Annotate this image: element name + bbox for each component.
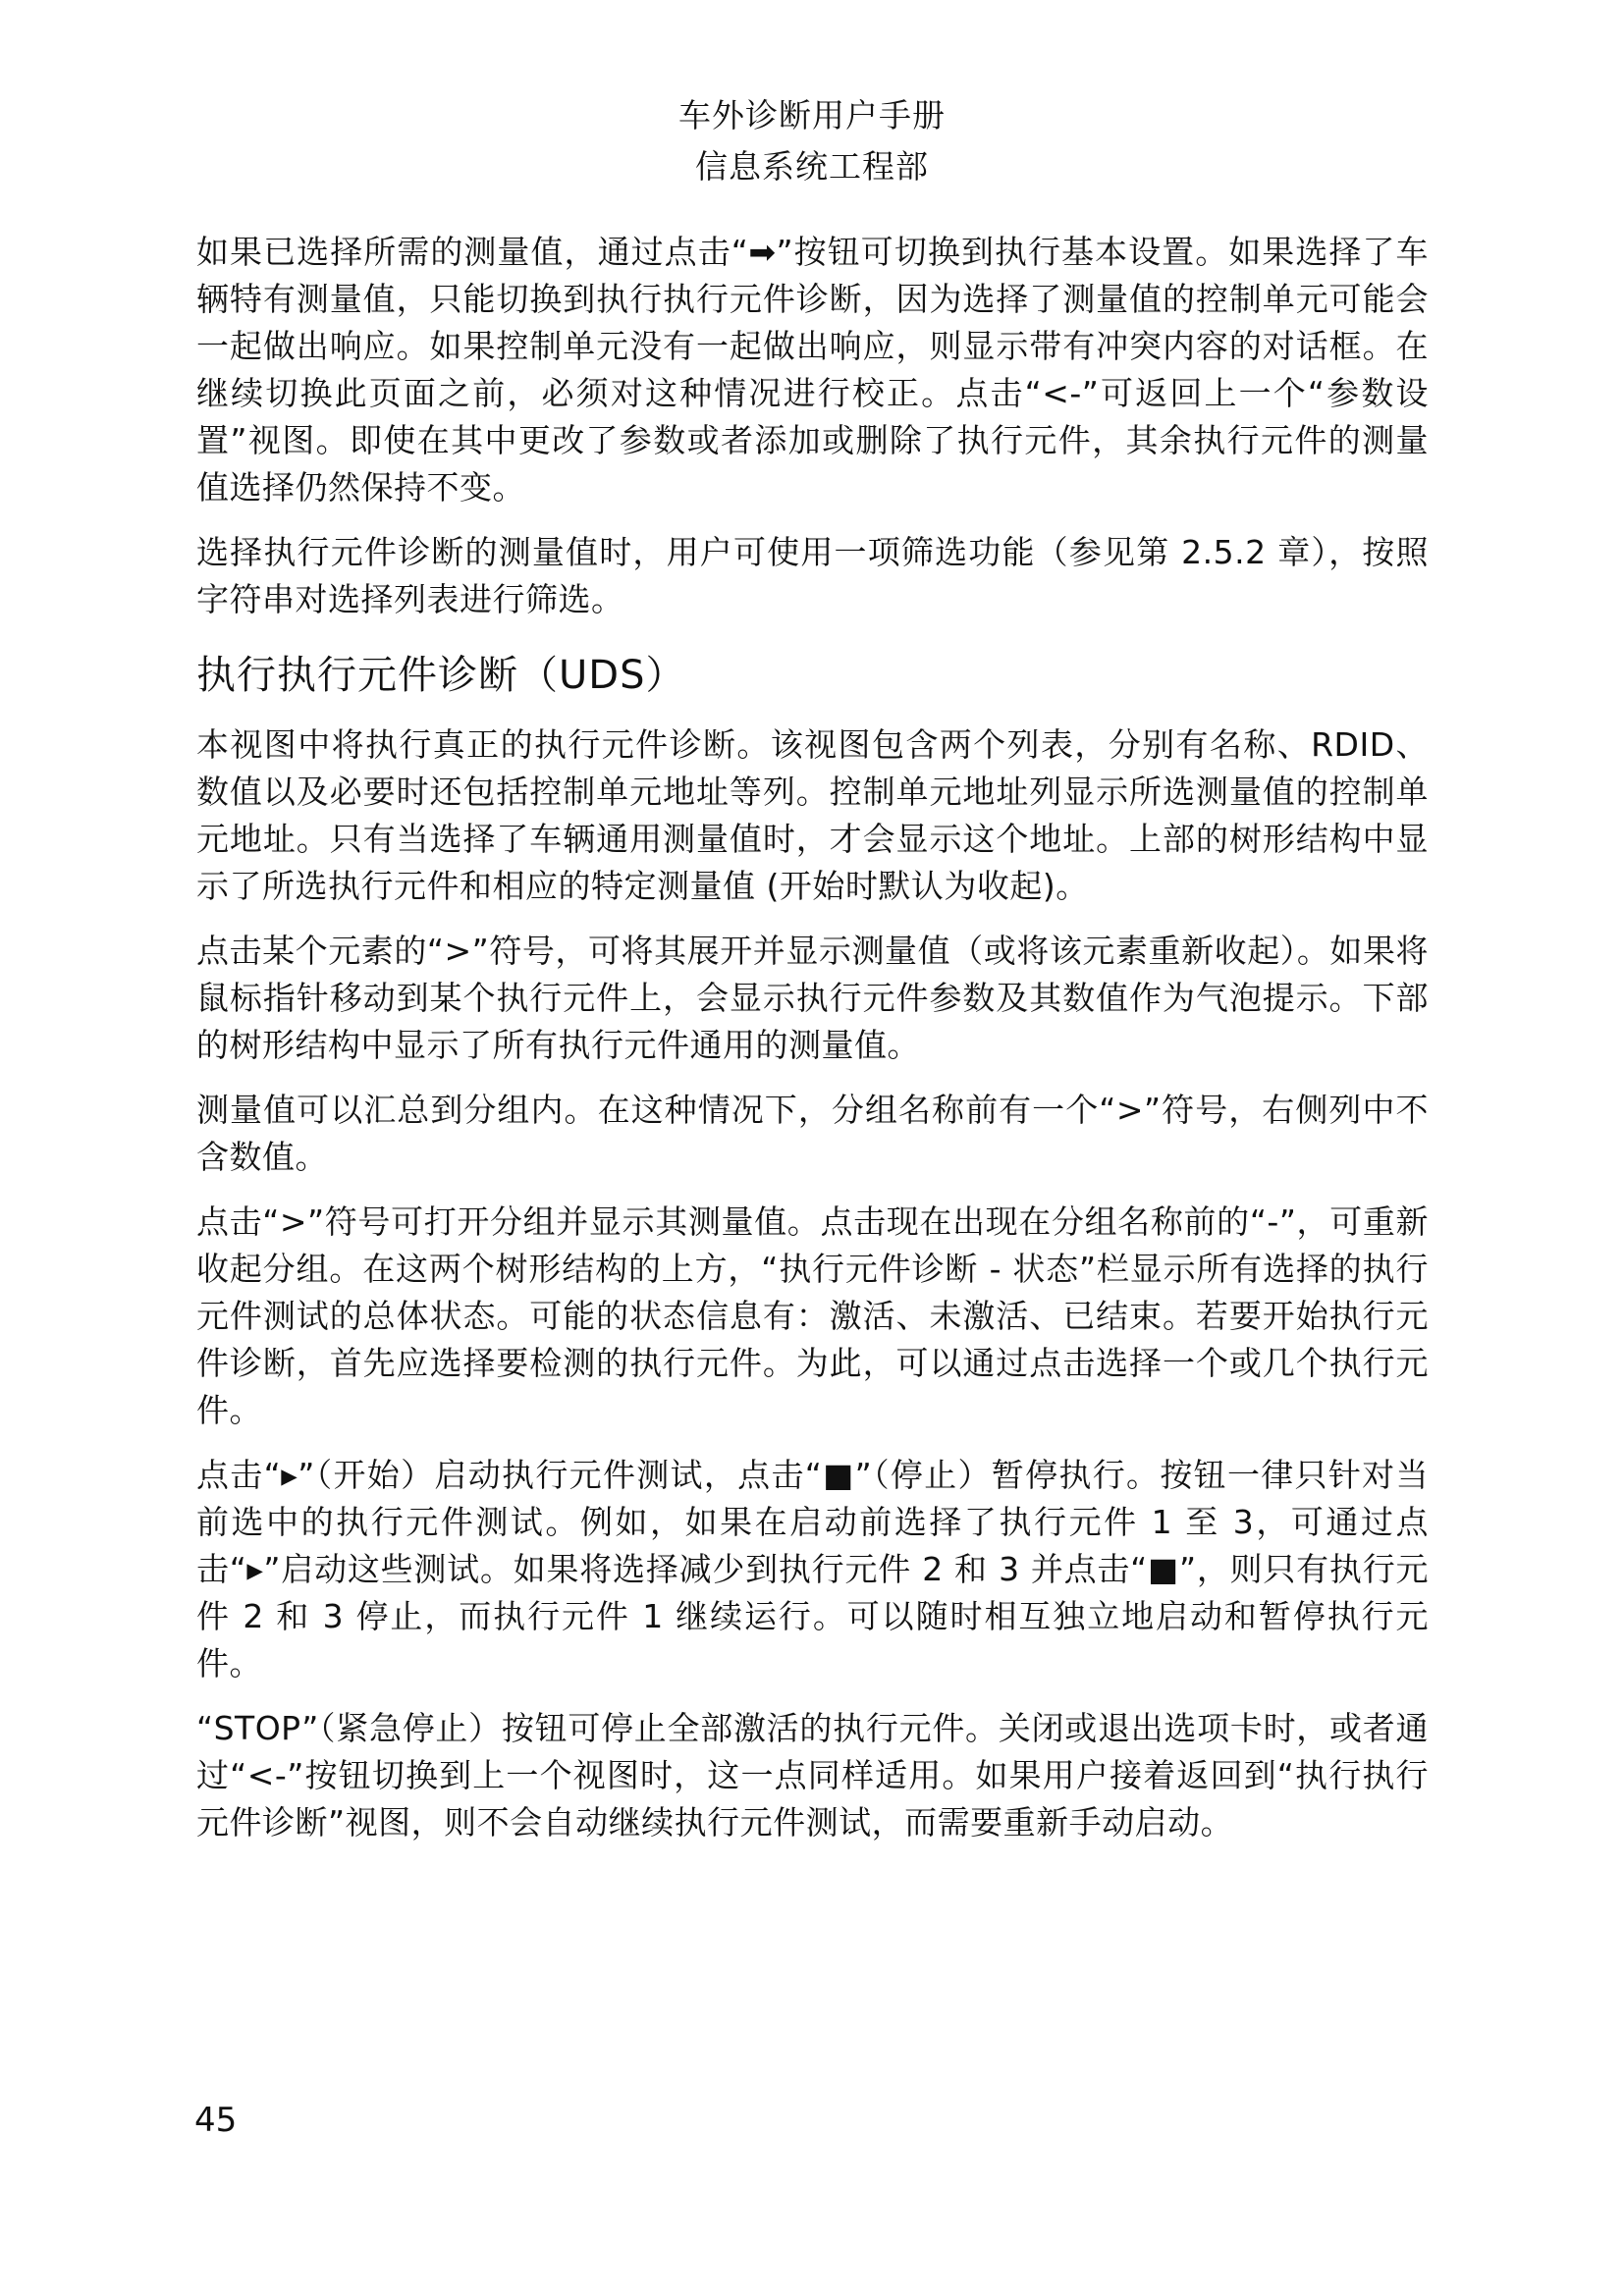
page-content <box>196 229 1429 1864</box>
paragraph: 点击某个元素的“>”符号，可将其展开并显示测量值（或将该元素重新收起）。如果将鼠标指针移动到某个执行元件上，会显示执行元件参数及其数值作为气泡提示。下部的树形结构中显示了所有执行元件通用的测量值。 <box>196 932 1429 1064</box>
paragraph: “STOP”（紧急停止）按钮可停止全部激活的执行元件。关闭或退出选项卡时，或者通过“<-”按钮切换到上一个视图时，这一点同样适用。如果用户接着返回到“执行执行元件诊断”视图，则不会自动继续执行元件测试，而需要重新手动启动。 <box>196 1709 1429 1842</box>
paragraph: 点击“>”符号可打开分组并显示其测量值。点击现在出现在分组名称前的“-”，可重新收起分组。在这两个树形结构的上方，“执行元件诊断 - 状态”栏显示所有选择的执行元件测试的总体状态。可能的状态信息有：激活、未激活、已结束。若要开始执行元件诊断，首先应选择要检测的执行元件。为此，可以通过点击选择一个或几个执行元件。 <box>196 1202 1429 1429</box>
paragraph: 本视图中将执行真正的执行元件诊断。该视图包含两个列表，分别有名称、RDID、数值以及必要时还包括控制单元地址等列。控制单元地址列显示所选测量值的控制单元地址。只有当选择了车辆通用测量值时，才会显示这个地址。上部的树形结构中显示了所选执行元件和相应的特定测量值 (开始时默认为收起)。 <box>196 725 1429 905</box>
paragraph: 测量值可以汇总到分组内。在这种情况下，分组名称前有一个“>”符号，右侧列中不含数值。 <box>196 1091 1429 1176</box>
page-number: 45 <box>194 2101 238 2140</box>
section-heading: 执行执行元件诊断（UDS） <box>196 653 686 698</box>
header-title: 车外诊断用户手册 <box>678 96 946 134</box>
paragraph: 如果已选择所需的测量值，通过点击“➡”按钮可切换到执行基本设置。如果选择了车辆特有测量值，只能切换到执行执行元件诊断，因为选择了测量值的控制单元可能会一起做出响应。如果控制单元没有一起做出响应，则显示带有冲突内容的对话框。在继续切换此页面之前，必须对这种情况进行校正。点击“<-”可返回上一个“参数设置”视图。即使在其中更改了参数或者添加或删除了执行元件，其余执行元件的测量值选择仍然保持不变。 <box>196 233 1429 507</box>
header-department: 信息系统工程部 <box>695 147 929 186</box>
page-header <box>0 90 1624 192</box>
paragraph: 选择执行元件诊断的测量值时，用户可使用一项筛选功能（参见第 2.5.2 章），按照字符串对选择列表进行筛选。 <box>196 533 1429 618</box>
paragraph: 点击“▸”（开始）启动执行元件测试，点击“■”（停止）暂停执行。按钮一律只针对当前选中的执行元件测试。例如，如果在启动前选择了执行元件 1 至 3，可通过点击“▸”启动这些测试。如果将选择减少到执行元件 2 和 3 并点击“■”，则只有执行元件 2 和 3 停止，而执行元件 1 继续运行。可以随时相互独立地启动和暂停执行元件。 <box>196 1456 1429 1682</box>
